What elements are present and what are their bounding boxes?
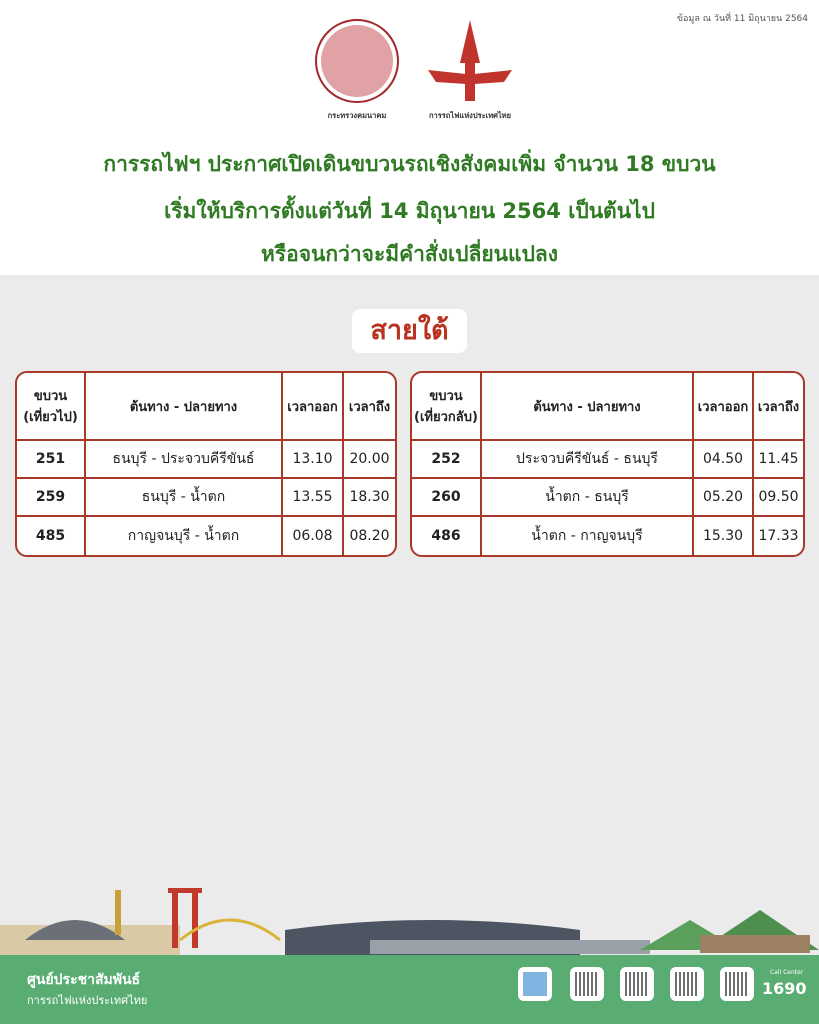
line-name-badge: สายใต้: [352, 309, 467, 353]
header-arrive: เวลาถึง: [344, 373, 395, 441]
train-tracking-qr-icon[interactable]: [570, 967, 604, 1001]
depart-time: 13.55: [283, 479, 344, 517]
depart-time: 13.10: [283, 441, 344, 479]
route: ประจวบคีรีขันธ์ - ธนบุรี: [482, 441, 694, 479]
header-train: ขบวน (เที่ยวไป): [17, 373, 86, 441]
arrive-time: 09.50: [754, 479, 803, 517]
route: ธนบุรี - ประจวบคีรีขันธ์: [86, 441, 283, 479]
table-header: [17, 373, 395, 441]
header-route: ต้นทาง - ปลายทาง: [86, 373, 283, 441]
ministry-logo: [312, 18, 402, 122]
arrive-time: 20.00: [344, 441, 395, 479]
call-center-number: 1690: [762, 979, 807, 998]
footer-org-name: การรถไฟแห่งประเทศไทย: [27, 994, 148, 1007]
route: ธนบุรี - น้ำตก: [86, 479, 283, 517]
skyline-illustration: [0, 880, 819, 956]
route: น้ำตก - กาญจนบุรี: [482, 517, 694, 555]
header-train: ขบวน (เที่ยวกลับ): [412, 373, 482, 441]
footer-org-title: ศูนย์ประชาสัมพันธ์: [27, 972, 141, 988]
website-qr-icon[interactable]: [720, 967, 754, 1001]
route: น้ำตก - ธนบุรี: [482, 479, 694, 517]
srt-emblem-icon: [422, 18, 518, 104]
table-row: [17, 517, 395, 555]
depart-time: 05.20: [694, 479, 754, 517]
title-line-1: การรถไฟฯ ประกาศเปิดเดินขบวนรถเชิงสังคมเพิ่ม จำนวน 18 ขบวน: [103, 152, 716, 176]
ministry-seal-icon: [312, 18, 402, 104]
header-area: [0, 0, 819, 275]
footer: [0, 955, 819, 1024]
header-depart: เวลาออก: [694, 373, 754, 441]
ministry-label: กระทรวงคมนาคม: [327, 111, 387, 120]
srt-label: การรถไฟแห่งประเทศไทย: [428, 111, 512, 120]
call-center-label: Call Center: [770, 969, 804, 976]
depart-time: 15.30: [694, 517, 754, 555]
facebook-qr-icon[interactable]: [620, 967, 654, 1001]
arrive-time: 08.20: [349, 528, 390, 544]
inbound-table: [410, 371, 805, 557]
train-number: 259: [17, 479, 86, 517]
title-line-2: เริ่มให้บริการตั้งแต่วันที่ 14 มิถุนายน 2564 เป็นต้นไป: [164, 199, 655, 223]
table-row: [412, 479, 803, 517]
table-row: [17, 479, 395, 517]
title-line-3: หรือจนกว่าจะมีคำสั่งเปลี่ยนแปลง: [260, 242, 559, 266]
table-header: [412, 373, 803, 441]
outbound-table: [15, 371, 397, 557]
train-number: 252: [412, 441, 482, 479]
table-row: [412, 441, 803, 479]
youtube-qr-icon[interactable]: [670, 967, 704, 1001]
header-route: ต้นทาง - ปลายทาง: [482, 373, 694, 441]
arrive-time: 11.45: [754, 441, 803, 479]
route: กาญจนบุรี - น้ำตก: [86, 517, 283, 555]
arrive-time: 18.30: [344, 479, 395, 517]
table-row: [17, 441, 395, 479]
train-app-icon[interactable]: [518, 967, 552, 1001]
date-note: ข้อมูล ณ วันที่ 11 มิถุนายน 2564: [676, 14, 808, 24]
train-number: 251: [17, 441, 86, 479]
header-arrive: เวลาถึง: [754, 373, 803, 441]
srt-logo: [422, 18, 518, 122]
train-number: 486: [412, 517, 482, 555]
depart-time: 06.08: [283, 517, 344, 555]
arrive-time: 17.33: [758, 528, 799, 544]
depart-time: 04.50: [694, 441, 754, 479]
train-number: 260: [412, 479, 482, 517]
header-depart: เวลาออก: [283, 373, 344, 441]
train-number: 485: [17, 517, 86, 555]
table-row: [412, 517, 803, 555]
